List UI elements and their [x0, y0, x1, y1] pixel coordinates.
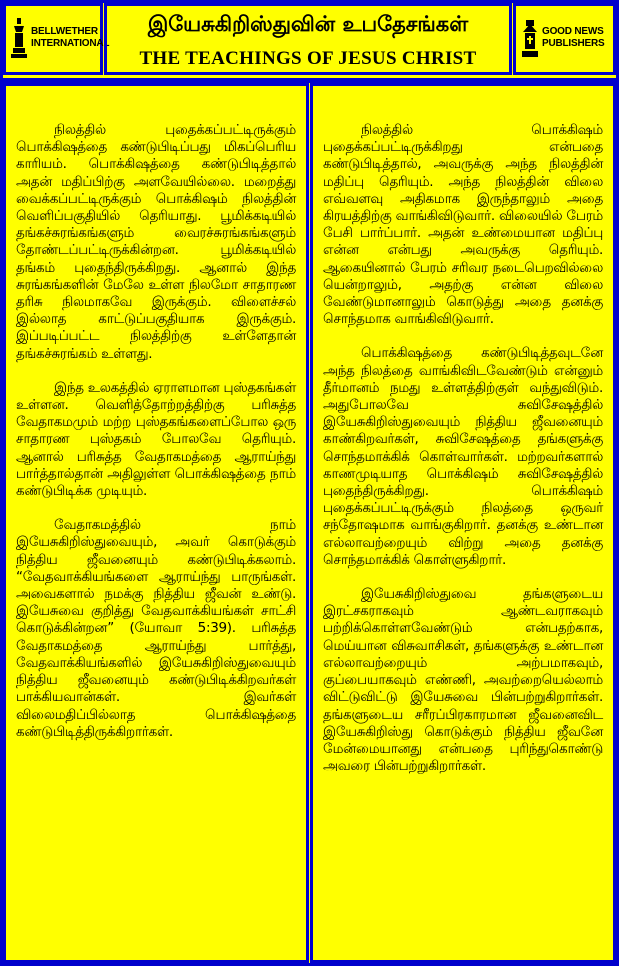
good-news-logo [522, 18, 604, 58]
header [0, 0, 619, 78]
bell-tower-icon [11, 18, 27, 58]
title-english: THE TEACHINGS OF JESUS CHRIST [139, 48, 477, 69]
book-icon [522, 18, 538, 58]
right-column-text [323, 122, 603, 792]
right-logo-box [513, 3, 616, 75]
title-box [104, 3, 512, 75]
right-column [310, 83, 616, 963]
left-paragraph: இந்த உலகத்தில் ஏராளமான புஸ்தகங்கள் உள்ளன. வெளித்தோற்றத்திற்கு பரிசுத்த வேதாகமமும் மற்ற புஸ்தகங்களைப்போல ஒரு சாதாரண புஸ்தகம் போலவே தெரியும். ஆனால் பரிசுத்த வேதாகமத்தை ஆராய்ந்து பார்த்தால்தான் அதிலுள்ள பொக்கிஷத்தை நாம் கண்டுபிடிக்க முடியும். [16, 379, 296, 500]
right-paragraph: பொக்கிஷத்தை கண்டுபிடித்தவுடனே அந்த நிலத்தை வாங்கிவிடவேண்டும் என்னும் தீர்மானம் நமது உள்ளத்திற்குள் வந்துவிடும். அதுபோலவே சுவிசேஷத்தில் இயேசுகிறிஸ்துவையும் நித்திய ஜீவனையும் காண்கிறவர்கள், சுவிசேஷத்தை தங்களுக்கு சொந்தமாக்கிக் கொள்வார்கள். மற்றவர்களால் காணமுடியாத பொக்கிஷம் சுவிசேஷத்தில் புதைந்திருக்கிறது. பொக்கிஷம் புதைக்கப்பட்டிருக்கும் நிலத்தை ஒருவர் சந்தோஷமாக வாங்குகிறார். தனக்கு உண்டான எல்லாவற்றையும் விற்று அதை தனக்கு சொந்தமாக்கிக் கொள்ளுகிறார். [323, 345, 603, 568]
right-logo-line2: PUBLISHERS [542, 38, 605, 49]
left-logo-line1: BELLWETHER [31, 26, 98, 37]
right-paragraph: இயேசுகிறிஸ்துவை தங்களுடைய இரட்சகராகவும் ஆண்டவராகவும் பற்றிக்கொள்ளவேண்டும் என்பதற்காக, மெய்யான விசுவாசிகள், தங்களுக்கு உண்டான எல்லாவற்றையும் அற்பமாகவும், குப்பையாகவும் எண்ணி, அவற்றையெல்லாம் விட்டுவிட்டு இயேசுவை பின்பற்றுகிறார்கள். தங்களுடைய சரீரப்பிரகாரமான ஜீவனைவிட இயேசுகிறிஸ்து கொடுக்கும் நித்திய ஜீவனே மேன்மையானது என்பதை புரிந்துகொண்டு அவரை பின்பற்றுகிறார்கள். [323, 586, 603, 775]
right-logo-line1: GOOD NEWS [542, 26, 604, 37]
left-paragraph: நிலத்தில் புதைக்கப்பட்டிருக்கும் பொக்கிஷத்தை கண்டுபிடிப்பது மிகப்பெரிய காரியம். பொக்கிஷத்தை கண்டுபிடித்தால் அதன் மதிப்பிற்கு அளவேயில்லை. மறைத்து வைக்கப்பட்டிருக்கும் பொக்கிஷம் நிலத்தின் வெளிப்பகுதியில் தெரியாது. பூமிக்கடியில் தங்கச்சுரங்கங்களும் வைரச்சுரங்கங்களும் தோண்டப்பட்டிருக்கின்றன. பூமிக்கடியில் தங்கம் புதைந்திருக்கிறது. ஆனால் இந்த சுரங்கங்களின் மேலே உள்ள நிலமோ சாதாரண தரிசு நிலமாகவே இருக்கும். விளைச்சல் இல்லாத காட்டுப்பகுதியாக இருக்கும். இப்படிப்பட்ட நிலத்திற்கு உள்ளேதான் தங்கச்சுரங்கம் உள்ளது. [16, 122, 296, 362]
left-paragraph: வேதாகமத்தில் நாம் இயேசுகிறிஸ்துவையும், அவர் கொடுக்கும் நித்திய ஜீவனையும் கண்டுபிடிக்கலாம். “வேதவாக்கியங்களை ஆராய்ந்து பாருங்கள். அவைகளால் நமக்கு நித்திய ஜீவன் உண்டு. இயேசுவை குறித்து வேதவாக்கியங்கள் சாட்சி கொடுக்கின்றன” (யோவா 5:39). பரிசுத்த வேதாகமத்தை ஆராய்ந்து பார்த்து, வேதவாக்கியங்களில் இயேசுகிறிஸ்துவையும் நித்திய ஜீவனையும் கண்டுபிடிக்கிறவர்கள் பாக்கியவான்கள். இவர்கள் விலைமதிப்பில்லாத பொக்கிஷத்தை கண்டுபிடித்திருக்கிறார்கள். [16, 517, 296, 740]
left-column-text [16, 122, 296, 758]
left-logo-line2: INTERNATIONAL [31, 38, 110, 49]
right-paragraph: நிலத்தில் பொக்கிஷம் புதைக்கப்பட்டிருக்கிறது என்பதை கண்டுபிடித்தால், அவருக்கு அந்த நிலத்தின் மதிப்பு தெரியும். அந்த நிலத்தின் விலை எவ்வளவு அதிகமாக இருந்தாலும் அதை கிரயத்திற்கு வாங்கிவிடுவார். விலையில் பேரம் பேசி பார்ப்பார். அதன் உண்மையான மதிப்பு என்ன என்பது அவருக்கு தெரியும். ஆகையினால் பேரம் சரிவர நடைபெறவில்லை யென்றாலும், அதற்கு என்ன விலை வேண்டுமானாலும் கொடுத்து அதை தனக்கு சொந்தமாக வாங்கிவிடுவார். [323, 122, 603, 328]
bellwether-logo [11, 18, 109, 58]
left-column [3, 83, 309, 963]
title-tamil: இயேசுகிறிஸ்துவின் உபதேசங்கள் [147, 12, 469, 36]
left-logo-box [3, 3, 110, 75]
